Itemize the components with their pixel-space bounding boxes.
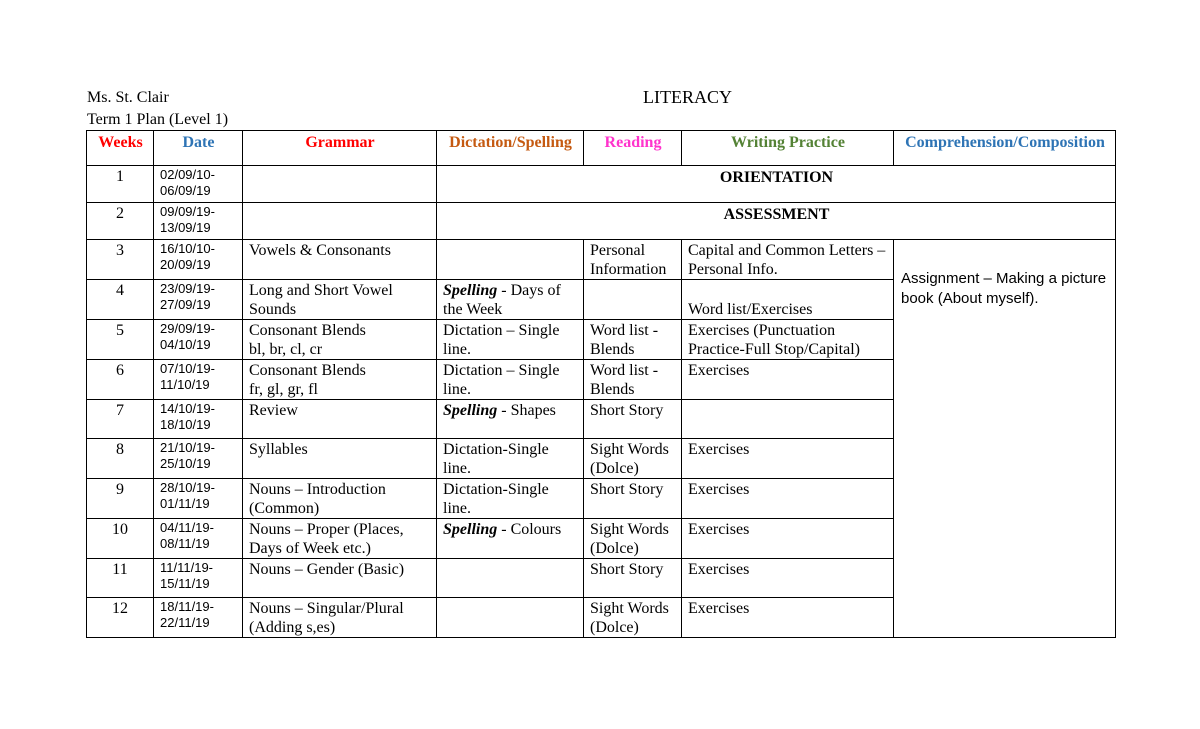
reading-cell: Personal Information bbox=[584, 240, 682, 280]
grammar-cell: Consonant Blends fr, gl, gr, fl bbox=[243, 360, 437, 400]
header-reading: Reading bbox=[584, 131, 682, 166]
date-cell: 29/09/19- 04/10/19 bbox=[154, 320, 243, 360]
date-cell: 04/11/19- 08/11/19 bbox=[154, 519, 243, 559]
writing-cell bbox=[682, 400, 894, 439]
week-cell: 4 bbox=[87, 280, 154, 320]
writing-cell: Exercises bbox=[682, 598, 894, 638]
table-row bbox=[87, 166, 1116, 203]
week-cell: 5 bbox=[87, 320, 154, 360]
table-row bbox=[87, 240, 1116, 280]
reading-cell: Short Story bbox=[584, 559, 682, 598]
spelling-label: Spelling bbox=[443, 402, 498, 419]
reading-cell: Word list - Blends bbox=[584, 360, 682, 400]
reading-cell bbox=[584, 280, 682, 320]
table-row bbox=[87, 203, 1116, 240]
teacher-name: Ms. St. Clair bbox=[87, 89, 169, 106]
reading-cell: Sight Words (Dolce) bbox=[584, 519, 682, 559]
grammar-cell bbox=[243, 166, 437, 203]
reading-cell: Short Story bbox=[584, 400, 682, 439]
dictation-cell: Dictation-Single line. bbox=[437, 439, 584, 479]
composition-cell: Assignment – Making a picture book (About myself). bbox=[894, 240, 1116, 638]
term-plan-table bbox=[86, 130, 1116, 638]
header-comprehension-composition: Comprehension/Composition bbox=[894, 131, 1116, 166]
reading-cell: Sight Words (Dolce) bbox=[584, 598, 682, 638]
dictation-cell: Spelling - Colours bbox=[437, 519, 584, 559]
week-cell: 7 bbox=[87, 400, 154, 439]
writing-cell: Exercises (Punctuation Practice-Full Stop/Capital) bbox=[682, 320, 894, 360]
subject-title: LITERACY bbox=[643, 87, 732, 107]
grammar-cell: Nouns – Proper (Places, Days of Week etc.) bbox=[243, 519, 437, 559]
grammar-cell: Vowels & Consonants bbox=[243, 240, 437, 280]
date-cell: 11/11/19- 15/11/19 bbox=[154, 559, 243, 598]
grammar-cell: Long and Short Vowel Sounds bbox=[243, 280, 437, 320]
grammar-cell: Nouns – Gender (Basic) bbox=[243, 559, 437, 598]
grammar-cell: Consonant Blends bl, br, cl, cr bbox=[243, 320, 437, 360]
date-cell: 14/10/19- 18/10/19 bbox=[154, 400, 243, 439]
header-dictation-spelling: Dictation/Spelling bbox=[437, 131, 584, 166]
date-cell: 09/09/19- 13/09/19 bbox=[154, 203, 243, 240]
writing-cell: Exercises bbox=[682, 519, 894, 559]
date-cell: 02/09/10- 06/09/19 bbox=[154, 166, 243, 203]
reading-cell: Word list - Blends bbox=[584, 320, 682, 360]
week-cell: 3 bbox=[87, 240, 154, 280]
writing-cell: Exercises bbox=[682, 360, 894, 400]
dictation-cell: Spelling - Days of the Week bbox=[437, 280, 584, 320]
spelling-label: Spelling bbox=[443, 282, 498, 299]
dictation-cell: Dictation-Single line. bbox=[437, 479, 584, 519]
header-row bbox=[87, 131, 1116, 166]
writing-cell: Word list/Exercises bbox=[682, 280, 894, 320]
dictation-cell: Dictation – Single line. bbox=[437, 320, 584, 360]
date-cell: 16/10/10- 20/09/19 bbox=[154, 240, 243, 280]
dictation-cell bbox=[437, 598, 584, 638]
date-cell: 07/10/19- 11/10/19 bbox=[154, 360, 243, 400]
header-weeks: Weeks bbox=[87, 131, 154, 166]
date-cell: 21/10/19- 25/10/19 bbox=[154, 439, 243, 479]
week-cell: 6 bbox=[87, 360, 154, 400]
week-cell: 12 bbox=[87, 598, 154, 638]
week-cell: 10 bbox=[87, 519, 154, 559]
grammar-cell bbox=[243, 203, 437, 240]
header-writing-practice: Writing Practice bbox=[682, 131, 894, 166]
week-cell: 8 bbox=[87, 439, 154, 479]
date-cell: 23/09/19- 27/09/19 bbox=[154, 280, 243, 320]
grammar-cell: Syllables bbox=[243, 439, 437, 479]
writing-cell: Exercises bbox=[682, 439, 894, 479]
writing-cell: Exercises bbox=[682, 559, 894, 598]
dictation-cell: Dictation – Single line. bbox=[437, 360, 584, 400]
week-cell: 2 bbox=[87, 203, 154, 240]
grammar-cell: Nouns – Singular/Plural (Adding s,es) bbox=[243, 598, 437, 638]
dictation-cell: Spelling - Shapes bbox=[437, 400, 584, 439]
grammar-cell: Review bbox=[243, 400, 437, 439]
date-cell: 18/11/19- 22/11/19 bbox=[154, 598, 243, 638]
writing-cell: Capital and Common Letters – Personal Info. bbox=[682, 240, 894, 280]
header-grammar: Grammar bbox=[243, 131, 437, 166]
week-cell: 9 bbox=[87, 479, 154, 519]
reading-cell: Short Story bbox=[584, 479, 682, 519]
week-cell: 11 bbox=[87, 559, 154, 598]
reading-cell: Sight Words (Dolce) bbox=[584, 439, 682, 479]
grammar-cell: Nouns – Introduction (Common) bbox=[243, 479, 437, 519]
dictation-cell bbox=[437, 240, 584, 280]
merged-cell: ASSESSMENT bbox=[437, 203, 1116, 240]
week-cell: 1 bbox=[87, 166, 154, 203]
plan-title: Term 1 Plan (Level 1) bbox=[87, 111, 229, 128]
spelling-label: Spelling bbox=[443, 521, 498, 538]
dictation-cell bbox=[437, 559, 584, 598]
merged-cell: ORIENTATION bbox=[437, 166, 1116, 203]
writing-cell: Exercises bbox=[682, 479, 894, 519]
header-date: Date bbox=[154, 131, 243, 166]
date-cell: 28/10/19- 01/11/19 bbox=[154, 479, 243, 519]
